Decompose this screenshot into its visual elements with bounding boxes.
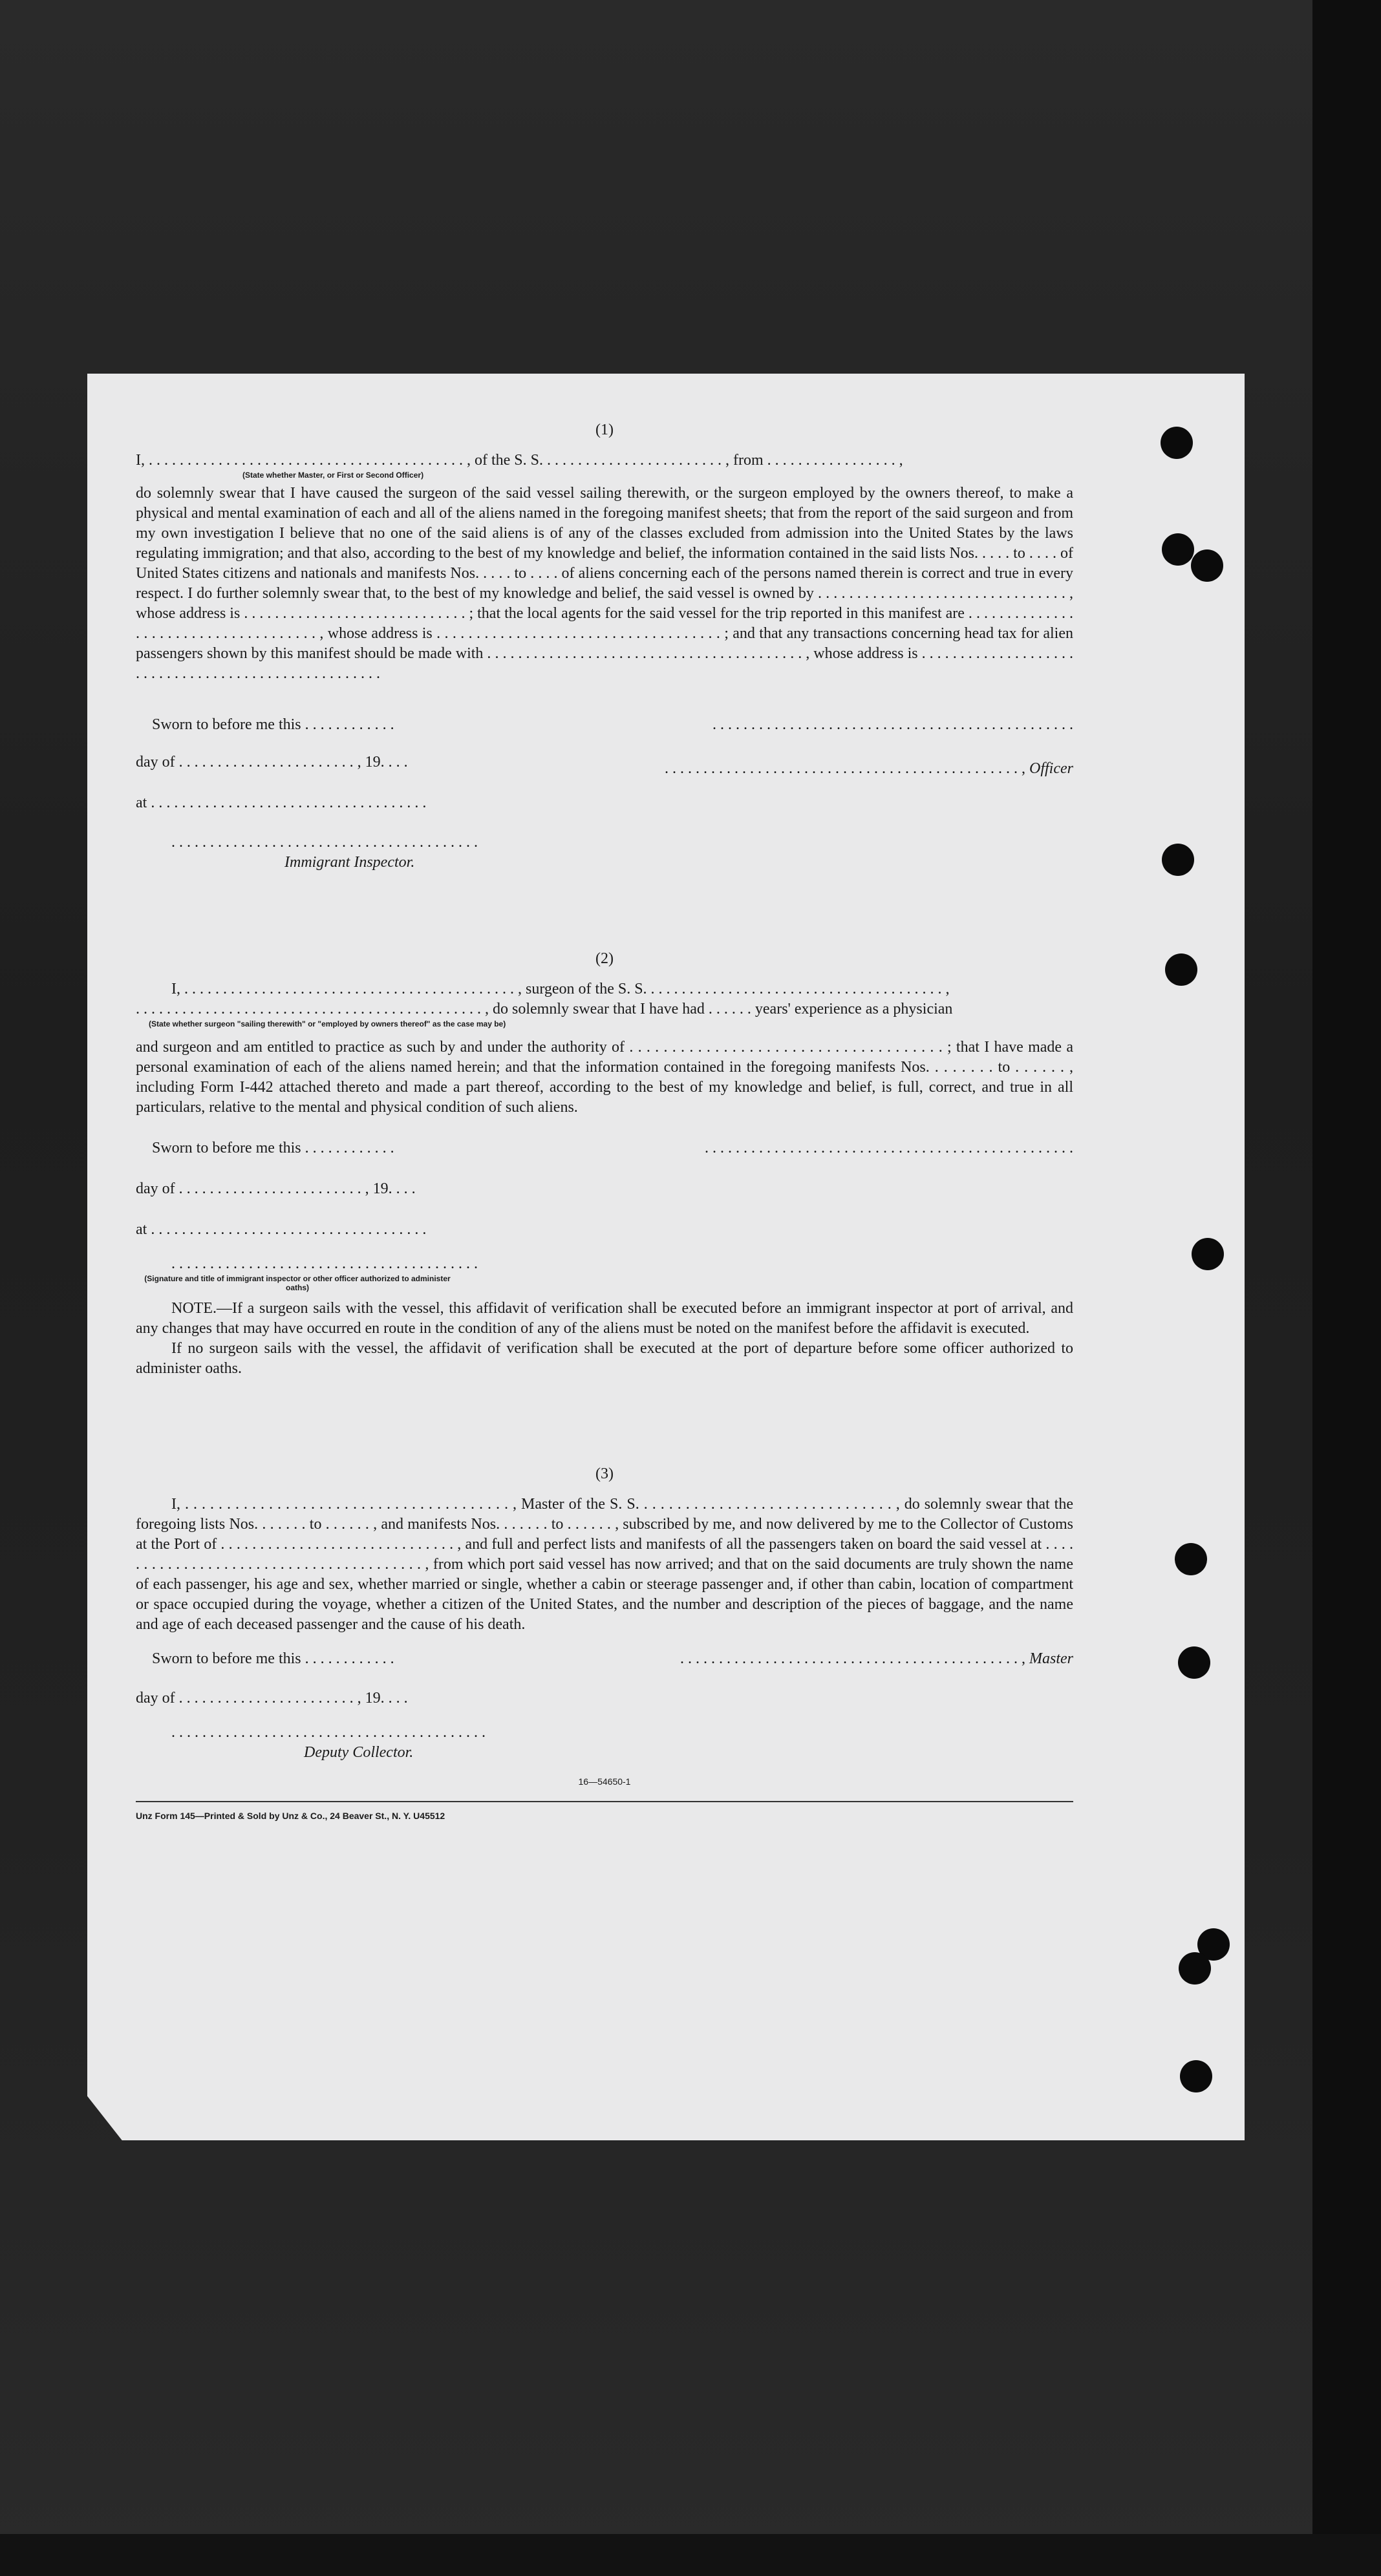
section-number: (1): [595, 421, 614, 438]
section-number: (3): [595, 1465, 614, 1482]
at-field: at . . . . . . . . . . . . . . . . . . . . . . . . . . . . . . . . . . . .: [136, 794, 427, 811]
role-word: Officer: [1029, 760, 1073, 777]
inspector-signature-dots: . . . . . . . . . . . . . . . . . . . . . . . . . . . . . . . . . . . . . . . .: [171, 834, 478, 851]
master-signature-line: [680, 1649, 1073, 1669]
punch-hole: [1162, 844, 1194, 876]
surgeon-oath-text: and surgeon and am entitled to practice as such by and under the authority of . . . . . . . . . . . . . . . . . . . . . . . . . . . . . . . . . . . . . ; that I have made a personal examination of each of the aliens named herein; and that the information contained in the foregoing manifests Nos. . . . . . . . to . . . . . . , including Form I-442 attached thereto and made a part thereof, according to the best of my knowledge and belief, is full, correct, and true in all particulars, relative to the mental and physical condition of such aliens.: [136, 1039, 1073, 1116]
note-label: NOTE.: [171, 1300, 217, 1317]
officer-rank-note: (State whether Master, or First or Second Officer): [242, 471, 424, 480]
inspector-title: Immigrant Inspector.: [284, 854, 415, 871]
print-code: 16—54650-1: [578, 1776, 631, 1787]
sworn-before-label: Sworn to before me this . . . . . . . . . . . .: [152, 716, 394, 733]
day-of-field: day of . . . . . . . . . . . . . . . . . . . . . . . , 19. . . .: [136, 754, 408, 771]
master-arrival-oath-text: I, . . . . . . . . . . . . . . . . . . . . . . . . . . . . . . . . . . . . . . . , Master of the S. S. . . . . . . . . . . . . . . . . . . . . . . . . . . . . . . , do solemnly swear that the foregoing lists Nos. . . . . . . to . . . . . . , and manifests Nos. . . . . . . to . . . . . . , subscribed by me, and now delivered by me to the Collector of Customs at the Port of . . . . . . . . . . . . . . . . . . . . . . . . . . . . . . , and full and perfect lists and manifests of all the passengers taken on board the said vessel at . . . . . . . . . . . . . . . . . . . . . . . . . . . . . . . . . . . . . . . . , from which port said vessel has now arrived; and that on the said documents are truly shown the name of each passenger, his age and sex, whether married or single, whether a cabin or steerage passenger and, if other than cabin, location of compartment or space occupied during the voyage, whether a citizen of the United States, and the number and description of the pieces of baggage, and the name and age of each deceased passenger and the cause of his death.: [136, 1496, 1073, 1633]
punch-hole: [1162, 533, 1194, 566]
at-field: at . . . . . . . . . . . . . . . . . . . . . . . . . . . . . . . . . . . .: [136, 1221, 427, 1238]
punch-hole: [1161, 427, 1193, 459]
surgeon-type-note: (State whether surgeon "sailing therewith" or "employed by owners thereof" as the case may be): [149, 1019, 506, 1028]
surgeon-experience-line: . . . . . . . . . . . . . . . . . . . . . . . . . . . . . . . . . . . . . . . . . . . . . , do solemnly swear that I have had . . . . . . years' experience as a physician: [136, 1001, 953, 1017]
officer-signature-line: . . . . . . . . . . . . . . . . . . . . . . . . . . . . . . . . . . . . . . . . . . . . . . , Officer: [665, 760, 1073, 777]
role-word: Master: [1029, 1650, 1073, 1667]
day-of-field: day of . . . . . . . . . . . . . . . . . . . . . . . . , 19. . . .: [136, 1180, 416, 1197]
film-edge: [1312, 0, 1381, 2576]
surgeon-note-1: [136, 1299, 1073, 1339]
section-2: [136, 949, 1073, 1379]
punch-hole: [1178, 1646, 1210, 1679]
section-3: [136, 1464, 1073, 1792]
punch-hole: [1165, 953, 1197, 986]
sworn-before-label: Sworn to before me this . . . . . . . . . . . .: [152, 1140, 394, 1156]
punch-hole: [1179, 1952, 1211, 1985]
punch-hole: [1192, 1238, 1224, 1270]
section-number: (2): [595, 950, 614, 967]
collector-title: Deputy Collector.: [304, 1744, 414, 1761]
signature-line: . . . . . . . . . . . . . . . . . . . . . . . . . . . . . . . . . . . . . . . . . . . . . . .: [712, 716, 1073, 733]
master-oath-text: do solemnly swear that I have caused the surgeon of the said vessel sailing therewith, or the surgeon employed by the owners thereof, to make a physical and mental examination of each and all of the aliens named in the foregoing manifest sheets; that from the report of the said surgeon and from my own investigation I believe that no one of the said aliens is of any of the classes excluded from admission into the United States by the laws regulating immigration; and that also, according to the best of my knowledge and belief, the information contained in the said lists Nos. . . . . to . . . . of United States citizens and nationals and manifests Nos. . . . . to . . . . of aliens concerning each of the persons named therein is correct and true in every respect. I do further solemnly swear that, to the best of my knowledge and belief, the said vessel is owned by . . . . . . . . . . . . . . . . . . . . . . . . . . . . . . . . , whose address is . . . . . . . . . . . . . . . . . . . . . . . . . . . . . ; that the local agents for the said vessel for the trip reported in this manifest are . . . . . . . . . . . . . . . . . . . . . . . . . . . . . . . . . . . . . , whose address is . . . . . . . . . . . . . . . . . . . . . . . . . . . . . . . . . . . . ; and that any transactions concerning head tax for alien passengers shown by this manifest should be made with . . . . . . . . . . . . . . . . . . . . . . . . . . . . . . . . . . . . . . . . . , whose address is . . . . . . . . . . . . . . . . . . . . . . . . . . . . . . . . . . . . . . . . . . . . . . . . . . . .: [136, 485, 1073, 682]
collector-signature-dots: . . . . . . . . . . . . . . . . . . . . . . . . . . . . . . . . . . . . . . . . .: [171, 1724, 486, 1741]
official-signature-note: (Signature and title of immigrant inspector or other officer authorized to administer oaths): [144, 1274, 451, 1292]
surgeon-declaration-line: I, . . . . . . . . . . . . . . . . . . . . . . . . . . . . . . . . . . . . . . . . . . . , surgeon of the S. S. . . . . . . . . . . . . . . . . . . . . . . . . . . . . . . . . . . . . . . ,: [171, 981, 950, 997]
section-1: [136, 420, 1073, 873]
surgeon-note-2: If no surgeon sails with the vessel, the affidavit of verification shall be executed at the port of departure before some officer authorized to administer oaths.: [136, 1340, 1073, 1377]
surgeon-signature-line: . . . . . . . . . . . . . . . . . . . . . . . . . . . . . . . . . . . . . . . . . . . . . . . .: [705, 1140, 1073, 1156]
punch-hole: [1180, 2060, 1212, 2092]
master-declaration-line: I, . . . . . . . . . . . . . . . . . . . . . . . . . . . . . . . . . . . . . . . . . , of the S. S. . . . . . . . . . . . . . . . . . . . . . . . , from . . . . . . . . . . . . . . . . . ,: [136, 452, 903, 469]
master-signature-text: . . . . . . . . . . . . . . . . . . . . . . . . . . . . . . . . . . . . . . . . . . . . , Master: [680, 1650, 1073, 1667]
film-bottom-edge: [0, 2534, 1381, 2576]
sworn-before-label: Sworn to before me this . . . . . . . . . . . .: [152, 1650, 394, 1667]
day-of-field: day of . . . . . . . . . . . . . . . . . . . . . . . , 19. . . .: [136, 1690, 408, 1707]
footer-rule: [136, 1801, 1073, 1802]
punch-hole: [1175, 1543, 1207, 1575]
official-signature-dots: . . . . . . . . . . . . . . . . . . . . . . . . . . . . . . . . . . . . . . . .: [171, 1255, 478, 1272]
note-text: —If a surgeon sails with the vessel, this affidavit of verification shall be executed before an immigrant inspector at port of arrival, and any changes that may have occurred en route in the condition of any of the aliens must be noted on the manifest before the affidavit is executed.: [136, 1300, 1073, 1337]
affidavit-document: [136, 420, 1073, 1826]
printer-imprint: Unz Form 145—Printed & Sold by Unz & Co., 24 Beaver St., N. Y. U45512: [136, 1811, 445, 1821]
punch-hole: [1191, 549, 1223, 582]
